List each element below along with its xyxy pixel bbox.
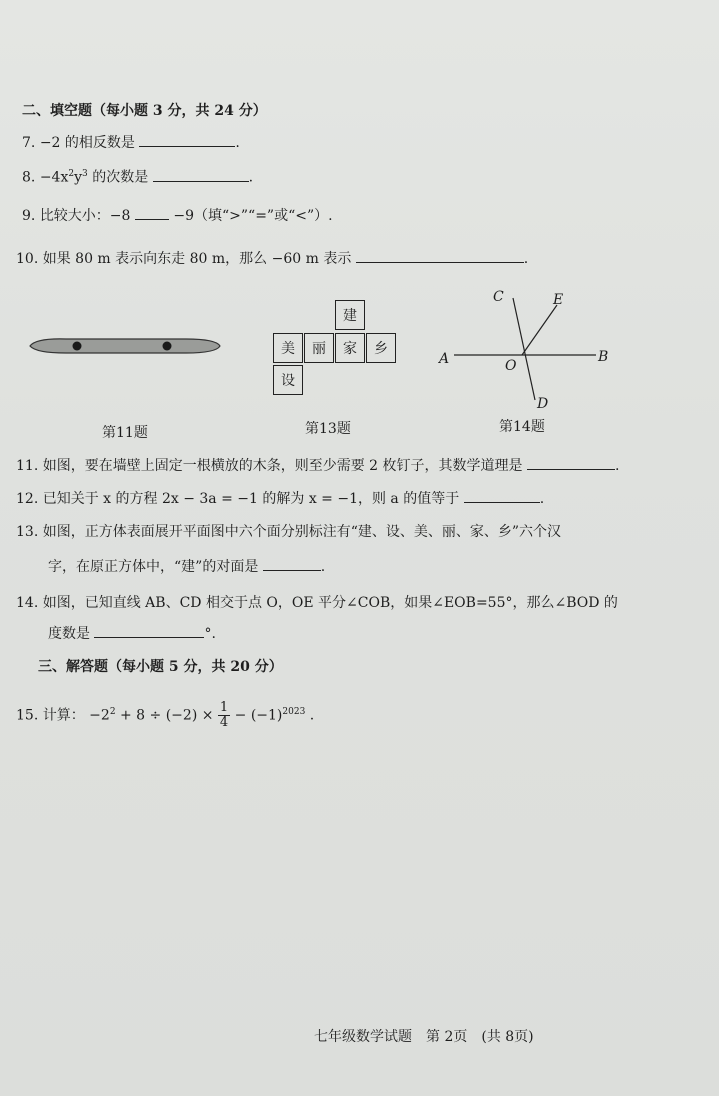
page-footer: 七年级数学试题 第 2页 (共 8页) [314, 1029, 534, 1045]
cube-cell-mei: 美 [273, 333, 303, 363]
section-3-title: 三、解答题（每小题 5 分，共 20 分） [38, 659, 283, 675]
point-a-label: A [439, 351, 450, 367]
cube-cell-jia: 家 [335, 333, 365, 363]
q10-end: . [523, 251, 529, 267]
question-7 [22, 132, 240, 153]
figure-11-label: 第11题 [102, 425, 148, 441]
q12-end: . [539, 491, 545, 507]
q11-number: 11. [16, 458, 39, 474]
q8-exp2: 3 [82, 169, 88, 179]
question-10 [16, 248, 528, 269]
q7-answer-blank[interactable] [139, 132, 235, 147]
question-13-line-1 [16, 522, 561, 542]
q15-label: 计算： [42, 707, 85, 724]
q13-line1: 如图，正方体表面展开平面图中六个面分别标注有“建、设、美、丽、家、乡”六个汉 [42, 524, 562, 540]
q10-number: 10. [16, 251, 39, 267]
q9-text2: −9（填“>”“=”或“<”）. [173, 208, 333, 224]
ray-oe [522, 305, 557, 355]
q15-expr-b: + 8 ÷ (−2) × [115, 707, 218, 724]
question-14-line-1 [16, 593, 618, 613]
section-2-title: 二、填空题（每小题 3 分，共 24 分） [22, 103, 267, 119]
figure-13-label: 第13题 [305, 421, 351, 437]
figure-11-wood-strip [26, 334, 224, 358]
question-8 [22, 164, 253, 188]
fraction-numerator: 1 [219, 700, 229, 716]
q15-expr-a: −2 [89, 707, 110, 724]
q8-answer-blank[interactable] [153, 167, 249, 182]
figure-14-label: 第14题 [499, 419, 545, 435]
q12-number: 12. [16, 491, 39, 507]
q8-expr-pre: −4x [39, 169, 69, 186]
question-11 [16, 455, 619, 476]
q8-text: 的次数是 [87, 169, 149, 186]
cube-cell-she: 设 [273, 365, 303, 395]
q8-end: . [248, 169, 254, 186]
q9-number: 9. [22, 208, 36, 224]
q11-text: 如图，要在墙壁上固定一根横放的木条，则至少需要 2 枚钉子，其数学道理是 [42, 458, 523, 474]
q14-number: 14. [16, 595, 39, 611]
q15-expr-c: − (−1) [230, 707, 283, 724]
q15-number: 15. [16, 707, 39, 724]
q15-end: . [305, 707, 315, 724]
point-c-label: C [493, 289, 504, 305]
q13-answer-blank[interactable] [263, 556, 321, 571]
cube-cell-xiang: 乡 [366, 333, 396, 363]
q11-answer-blank[interactable] [527, 455, 615, 470]
q10-text: 如果 80 m 表示向东走 80 m，那么 −60 m 表示 [42, 251, 352, 267]
q13-end: . [320, 559, 326, 575]
q8-expr-mid: y [74, 169, 83, 186]
q10-answer-blank[interactable] [356, 248, 524, 263]
q9-answer-blank[interactable] [135, 205, 169, 220]
point-b-label: B [598, 349, 609, 365]
q7-end: . [235, 135, 240, 151]
q12-text: 已知关于 x 的方程 2x − 3a = −1 的解为 x = −1，则 a 的值等于 [42, 491, 460, 507]
q14-line2: 度数是 [48, 626, 90, 642]
q15-exp-c: 2023 [282, 707, 306, 717]
q8-number: 8. [22, 169, 36, 186]
question-14-line-2 [48, 623, 216, 644]
question-13-line-2 [48, 556, 325, 577]
question-12 [16, 488, 544, 509]
q7-number: 7. [22, 135, 36, 151]
q14-answer-blank[interactable] [94, 623, 204, 638]
point-e-label: E [553, 292, 564, 308]
nail-1 [73, 342, 82, 351]
question-15 [16, 695, 314, 733]
q14-line1: 如图，已知直线 AB、CD 相交于点 O，OE 平分∠COB，如果∠EOB=55°，那么∠BOD 的 [42, 595, 618, 611]
q15-fraction [218, 701, 230, 730]
q8-exp1: 2 [68, 169, 75, 179]
nail-2 [163, 342, 172, 351]
q12-answer-blank[interactable] [464, 488, 540, 503]
figure-14-lines [430, 288, 620, 418]
line-cd [513, 298, 535, 400]
cube-cell-li: 丽 [304, 333, 334, 363]
q11-end: . [614, 458, 620, 474]
point-o-label: O [505, 358, 517, 374]
fraction-denominator: 4 [219, 715, 229, 731]
q14-end: °. [204, 626, 216, 642]
q15-exp-a: 2 [109, 707, 116, 717]
q7-text: −2 的相反数是 [39, 135, 135, 151]
cube-cell-jian: 建 [335, 300, 365, 330]
wood-strip [30, 339, 220, 353]
q13-line2: 字，在原正方体中，“建”的对面是 [48, 559, 259, 575]
q13-number: 13. [16, 524, 39, 540]
q9-text: 比较大小：−8 [39, 208, 131, 224]
point-d-label: D [537, 396, 549, 412]
question-9 [22, 205, 333, 226]
